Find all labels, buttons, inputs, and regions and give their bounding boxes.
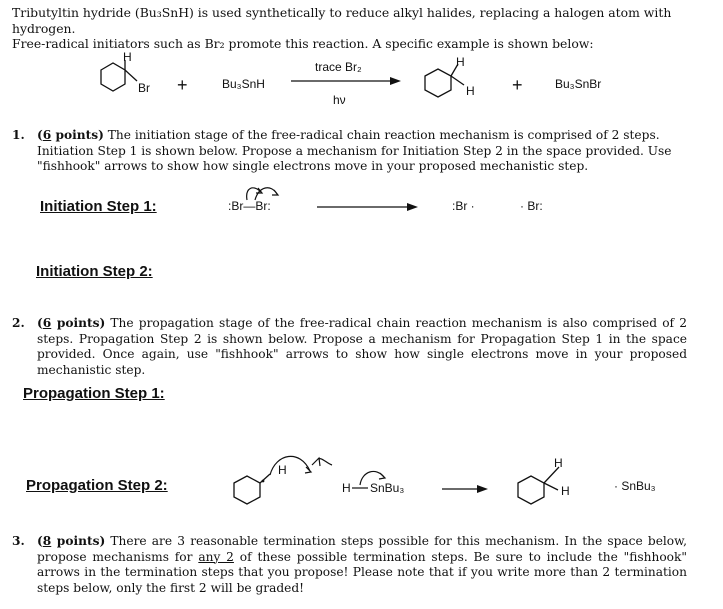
product-bu3snbr: Bu₃SnBr xyxy=(555,77,602,91)
reactant-cyclohexane-ring xyxy=(101,63,125,91)
reaction-arrow-head xyxy=(390,77,401,85)
arrow-condition-below: hν xyxy=(333,93,346,107)
plus-sign-2: + xyxy=(512,75,523,95)
q3-text-any2: any 2 xyxy=(198,549,234,564)
br2-molecule: :Br—Br: xyxy=(228,199,271,213)
intro-line-2: Free-radical initiators such as Br₂ promote this reaction. A specific example is shown below: xyxy=(12,36,594,52)
initiation-arrow-head xyxy=(407,203,418,211)
propagation-step-2-label: Propagation Step 2: xyxy=(26,477,168,494)
radical-c-h-bond xyxy=(260,474,270,483)
q3-points-suffix: points) xyxy=(51,534,106,548)
intro-line-1: Tributyltin hydride (Bu₃SnH) is used synthetically to reduce alkyl halides, replacing a halogen atom with hydrogen. xyxy=(12,5,672,36)
q2-points-suffix: points) xyxy=(51,316,106,330)
q3-points-value: 8 xyxy=(42,534,52,548)
q3-points-open: ( xyxy=(37,534,43,548)
q2-number: 2. xyxy=(12,316,25,330)
reactant-br-label: Br xyxy=(138,81,150,95)
propagation-arrow-head xyxy=(477,485,488,493)
product-cyclohexane-ring xyxy=(425,69,451,97)
q1-points-open: ( xyxy=(37,128,43,142)
q1-text: The initiation stage of the free-radical chain reaction mechanism is comprised of 2 steps. Initiation Step 1 is shown below. Propose a mechanism for Initiation Step 2 in the space provided. Use "fishhook" arrows to show how single electrons move in your proposed mechanistic step. xyxy=(37,128,672,174)
q1-text-block xyxy=(37,128,687,175)
br-radical-2: · Br: xyxy=(520,199,543,213)
product-h-label: H xyxy=(466,84,475,98)
radical-cyclohexane-ring xyxy=(234,476,260,504)
q3-number: 3. xyxy=(12,534,25,548)
radical-h-label: H xyxy=(278,463,287,477)
snbu3-radical: · SnBu₃ xyxy=(614,479,656,493)
reagent-bu3snh: Bu₃SnH xyxy=(222,77,265,91)
initiation-step-2-label: Initiation Step 2: xyxy=(36,263,153,280)
q1-points-value: 6 xyxy=(42,128,52,142)
br-radical-1: :Br · xyxy=(452,199,475,213)
q3-text-a: There are 3 reasonable termination steps possible for this mechanism. In the space below, propose mechanisms for xyxy=(37,534,687,564)
arrow-condition-above: trace Br₂ xyxy=(315,60,362,74)
fishhook-arrow-3 xyxy=(270,456,310,475)
product-c-h-bond xyxy=(451,76,464,85)
reactant-c-br-bond xyxy=(125,70,137,81)
q1-number: 1. xyxy=(12,128,25,142)
main-reaction-structures xyxy=(0,40,723,120)
initiation-step-1-label: Initiation Step 1: xyxy=(40,198,157,215)
product2-h-top-label: H xyxy=(554,456,563,470)
propagation-step-1-label: Propagation Step 1: xyxy=(23,385,165,402)
product2-cyclohexane-ring xyxy=(518,476,544,504)
product2-c-h-bond xyxy=(544,483,558,490)
q3-text-block xyxy=(37,534,687,596)
q2-text-block xyxy=(37,316,687,378)
plus-sign-1: + xyxy=(177,75,188,95)
q2-points-value: 6 xyxy=(42,316,52,330)
q2-points-open: ( xyxy=(37,316,43,330)
q1-points-suffix: points) xyxy=(51,128,104,142)
q2-text: The propagation stage of the free-radical chain reaction mechanism is also comprised of 2 steps. Propagation Step 2 is shown below. Propose a mechanism for Propagation Step 1 in the space provided. Once again, use "fishhook" arrows to show how single electrons move in your proposed mechanistic step. xyxy=(37,316,687,377)
reagent-snbu3-label: SnBu₃ xyxy=(370,481,405,495)
reagent-h-label: H xyxy=(342,481,351,495)
reactant-h-label: H xyxy=(123,50,132,64)
q3-text-b: of these possible termination steps. Be sure to include the "fishhook" arrows in the termination steps that you propose! Please note that if you write more than 2 termination steps below, only the first 2 will be graded! xyxy=(37,549,687,595)
product2-h-label: H xyxy=(561,484,570,498)
radical-dot xyxy=(262,480,265,483)
product-h-top-label: H xyxy=(456,55,465,69)
